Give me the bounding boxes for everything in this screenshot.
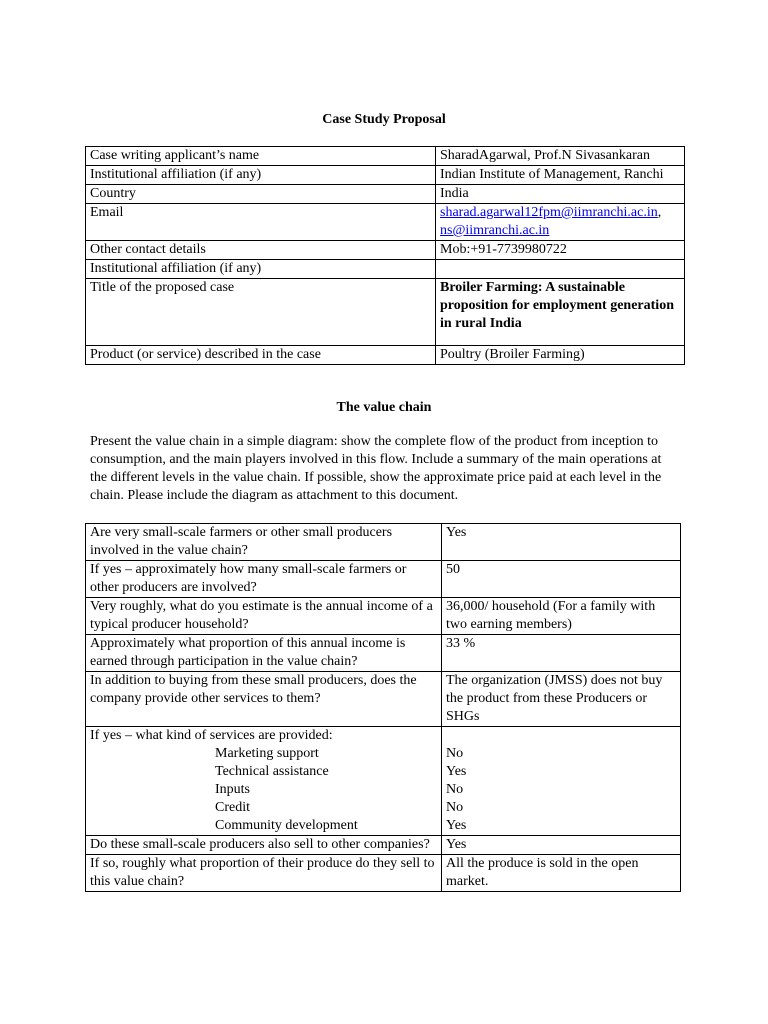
- answer: 50: [442, 561, 681, 598]
- email-link-secondary[interactable]: ns@iimranchi.ac.in: [440, 223, 550, 238]
- table-row: [86, 672, 681, 727]
- question: Approximately what proportion of this annual income is earned through participation in the value chain?: [86, 635, 442, 672]
- affiliation-2-value: [436, 260, 685, 279]
- table-row: [86, 727, 681, 836]
- affiliation-value: Indian Institute of Management, Ranchi: [436, 166, 685, 185]
- question: Are very small-scale farmers or other small producers involved in the value chain?: [86, 524, 442, 561]
- value-chain-questions-table: [85, 523, 681, 892]
- service-answer: No: [446, 746, 464, 761]
- applicant-name-label: Case writing applicant’s name: [86, 147, 436, 166]
- table-row: [86, 524, 681, 561]
- table-row: [86, 598, 681, 635]
- table-row: [86, 166, 685, 185]
- service-label: Inputs: [215, 782, 250, 797]
- affiliation-label: Institutional affiliation (if any): [86, 166, 436, 185]
- service-answer: Yes: [446, 818, 467, 833]
- service-label: Marketing support: [215, 746, 319, 761]
- answer: Yes: [442, 836, 681, 855]
- page-title: Case Study Proposal: [322, 112, 446, 127]
- table-row: [86, 204, 685, 241]
- table-row: [86, 185, 685, 204]
- affiliation-2-label: Institutional affiliation (if any): [86, 260, 436, 279]
- service-label: Community development: [215, 818, 358, 833]
- table-row: [86, 147, 685, 166]
- answer: 33 %: [442, 635, 681, 672]
- email-value: sharad.agarwal12fpm@iimranchi.ac.in, ns@iimranchi.ac.in: [436, 204, 685, 241]
- service-label: Credit: [215, 800, 250, 815]
- answer: The organization (JMSS) does not buy the product from these Producers or SHGs: [442, 672, 681, 727]
- table-row: [86, 855, 681, 892]
- services-heading: If yes – what kind of services are provided:: [90, 728, 333, 743]
- service-answer: Yes: [446, 764, 467, 779]
- answer: 36,000/ household (For a family with two earning members): [442, 598, 681, 635]
- applicant-name-value: SharadAgarwal, Prof.N Sivasankaran: [436, 147, 685, 166]
- case-title-value: Broiler Farming: A sustainable proposition for employment generation in rural India: [436, 279, 685, 346]
- email-label: Email: [86, 204, 436, 241]
- contact-value: Mob:+91-7739980722: [436, 241, 685, 260]
- table-row: [86, 346, 685, 365]
- question: Very roughly, what do you estimate is the annual income of a typical producer household?: [86, 598, 442, 635]
- service-label: Technical assistance: [215, 764, 329, 779]
- answer: Yes: [442, 524, 681, 561]
- product-label: Product (or service) described in the case: [86, 346, 436, 365]
- country-value: India: [436, 185, 685, 204]
- services-answers: [442, 727, 681, 836]
- case-title-label: Title of the proposed case: [86, 279, 436, 346]
- contact-label: Other contact details: [86, 241, 436, 260]
- email-link-primary[interactable]: sharad.agarwal12fpm@iimranchi.ac.in: [440, 205, 658, 220]
- value-chain-heading: The value chain: [336, 400, 432, 415]
- table-row: [86, 836, 681, 855]
- table-row: [86, 635, 681, 672]
- services-question: [86, 727, 442, 836]
- question: In addition to buying from these small producers, does the company provide other services to them?: [86, 672, 442, 727]
- product-value: Poultry (Broiler Farming): [436, 346, 685, 365]
- question: If so, roughly what proportion of their produce do they sell to this value chain?: [86, 855, 442, 892]
- table-row: [86, 561, 681, 598]
- value-chain-intro: Present the value chain in a simple diagram: show the complete flow of the product from inception to consumption, and the main players involved in this flow. Include a summary of the main operations at the different levels in the value chain. If possible, show the approximate price paid at each level in the chain. Please include the diagram as attachment to this document.: [90, 434, 662, 503]
- applicant-details-table: [85, 146, 685, 365]
- table-row: [86, 241, 685, 260]
- answer: All the produce is sold in the open market.: [442, 855, 681, 892]
- question: If yes – approximately how many small-scale farmers or other producers are involved?: [86, 561, 442, 598]
- country-label: Country: [86, 185, 436, 204]
- service-answer: No: [446, 782, 464, 797]
- service-answer: No: [446, 800, 464, 815]
- table-row: [86, 279, 685, 346]
- question: Do these small-scale producers also sell to other companies?: [86, 836, 442, 855]
- table-row: [86, 260, 685, 279]
